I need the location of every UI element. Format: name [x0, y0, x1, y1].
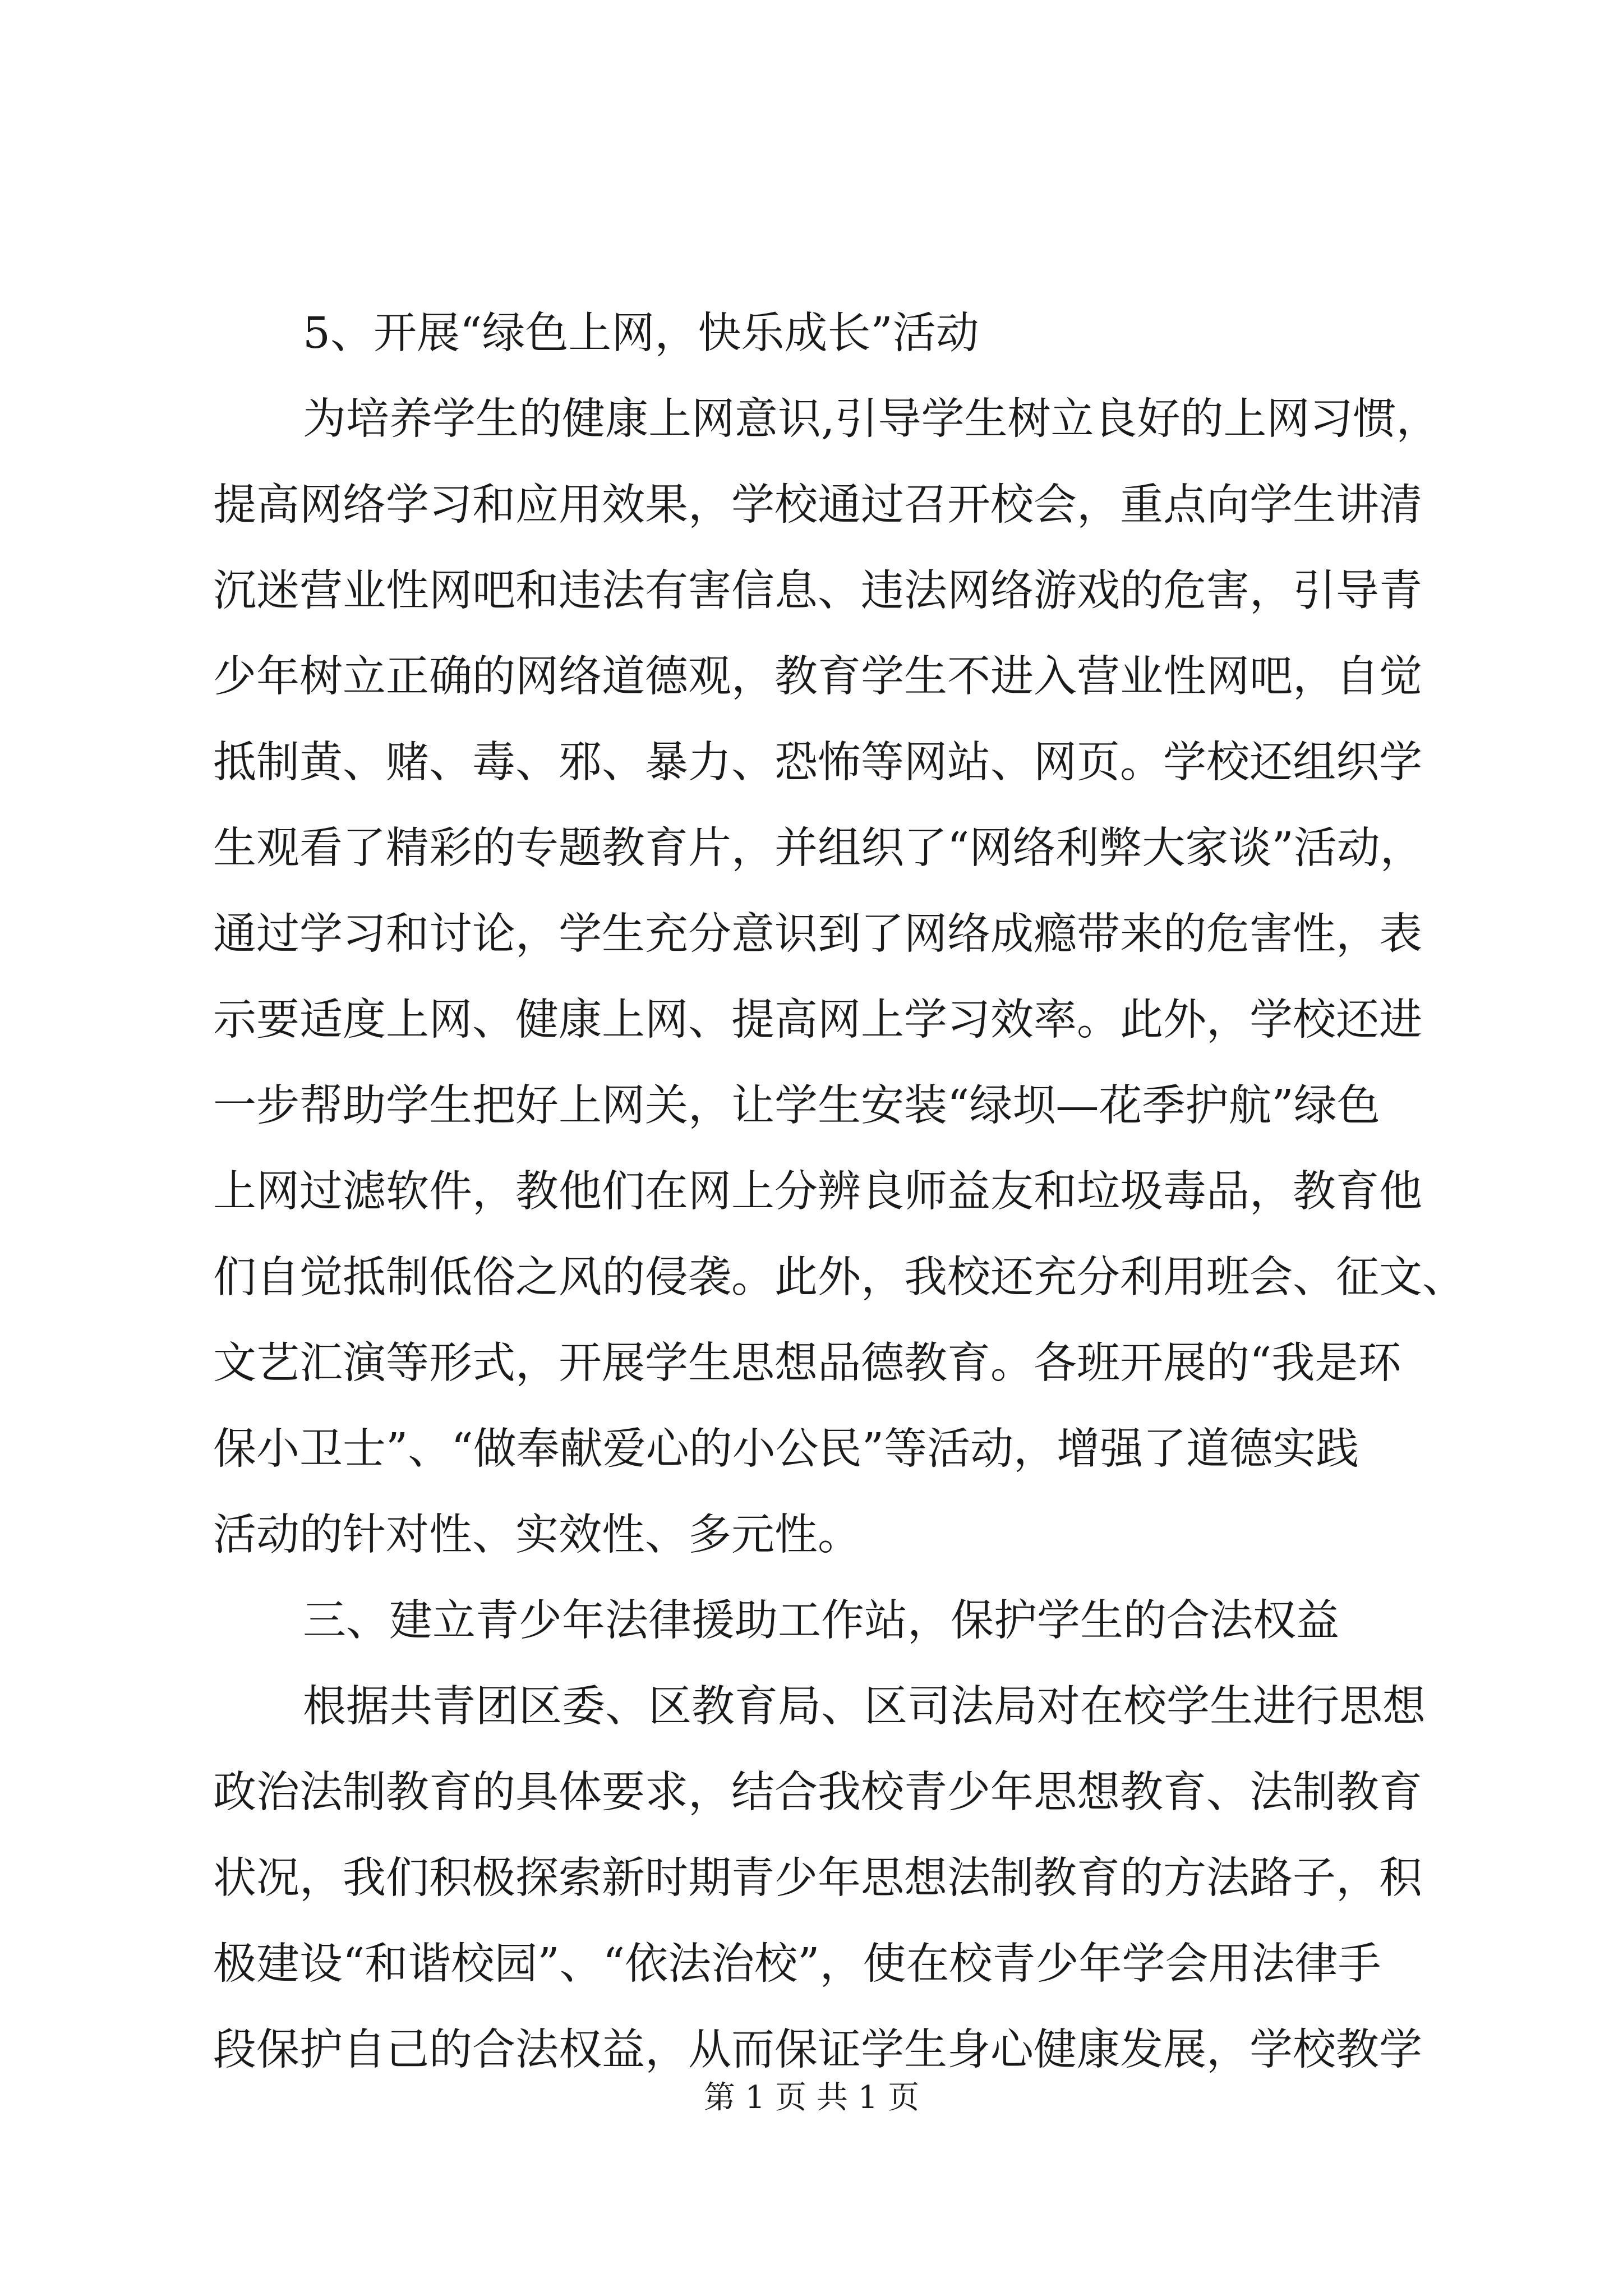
paragraph-line: 抵制黄、赌、毒、邪、暴力、恐怖等网站、网页。学校还组织学 [213, 738, 1422, 788]
paragraph-line: 上网过滤软件，教他们在网上分辨良师益友和垃圾毒品，教育他 [213, 1167, 1422, 1217]
paragraph-line: 段保护自己的合法权益，从而保证学生身心健康发展，学校教学 [213, 2025, 1422, 2075]
paragraph-line: 状况，我们积极探索新时期青少年思想法制教育的方法路子，积 [213, 1853, 1422, 1903]
section-heading: 三、建立青少年法律援助工作站，保护学生的合法权益 [303, 1596, 1339, 1646]
paragraph-line: 保小卫士”、“做奉献爱心的小公民”等活动，增强了道德实践 [213, 1424, 1359, 1474]
paragraph-line: 为培养学生的健康上网意识,引导学生树立良好的上网习惯， [303, 394, 1440, 444]
paragraph-line: 政治法制教育的具体要求，结合我校青少年思想教育、法制教育 [213, 1768, 1422, 1818]
paragraph-line: 通过学习和讨论，学生充分意识到了网络成瘾带来的危害性，表 [213, 909, 1422, 959]
paragraph-line: 少年树立正确的网络道德观，教育学生不进入营业性网吧，自觉 [213, 652, 1422, 702]
paragraph-line: 活动的针对性、实效性、多元性。 [213, 1510, 861, 1560]
page-footer: 第 1 页 共 1 页 [703, 2079, 920, 2116]
paragraph-line: 一步帮助学生把好上网关，让学生安装“绿坝—花季护航”绿色 [213, 1081, 1380, 1131]
paragraph-line: 根据共青团区委、区教育局、区司法局对在校学生进行思想 [303, 1682, 1426, 1732]
paragraph-line: 生观看了精彩的专题教育片，并组织了“网络利弊大家谈”活动， [213, 823, 1423, 873]
paragraph-line: 示要适度上网、健康上网、提高网上学习效率。此外，学校还进 [213, 995, 1422, 1045]
paragraph-line: 们自觉抵制低俗之风的侵袭。此外，我校还充分利用班会、征文、 [213, 1253, 1465, 1303]
paragraph-line: 极建设“和谐校园”、“依法治校”，使在校青少年学会用法律手 [213, 1939, 1381, 1989]
paragraph-line: 文艺汇演等形式，开展学生思想品德教育。各班开展的“我是环 [213, 1338, 1401, 1388]
section-heading: 5、开展“绿色上网，快乐成长”活动 [303, 309, 979, 358]
paragraph-line: 提高网络学习和应用效果，学校通过召开校会，重点向学生讲清 [213, 480, 1422, 530]
paragraph-line: 沉迷营业性网吧和违法有害信息、违法网络游戏的危害，引导青 [213, 566, 1422, 616]
